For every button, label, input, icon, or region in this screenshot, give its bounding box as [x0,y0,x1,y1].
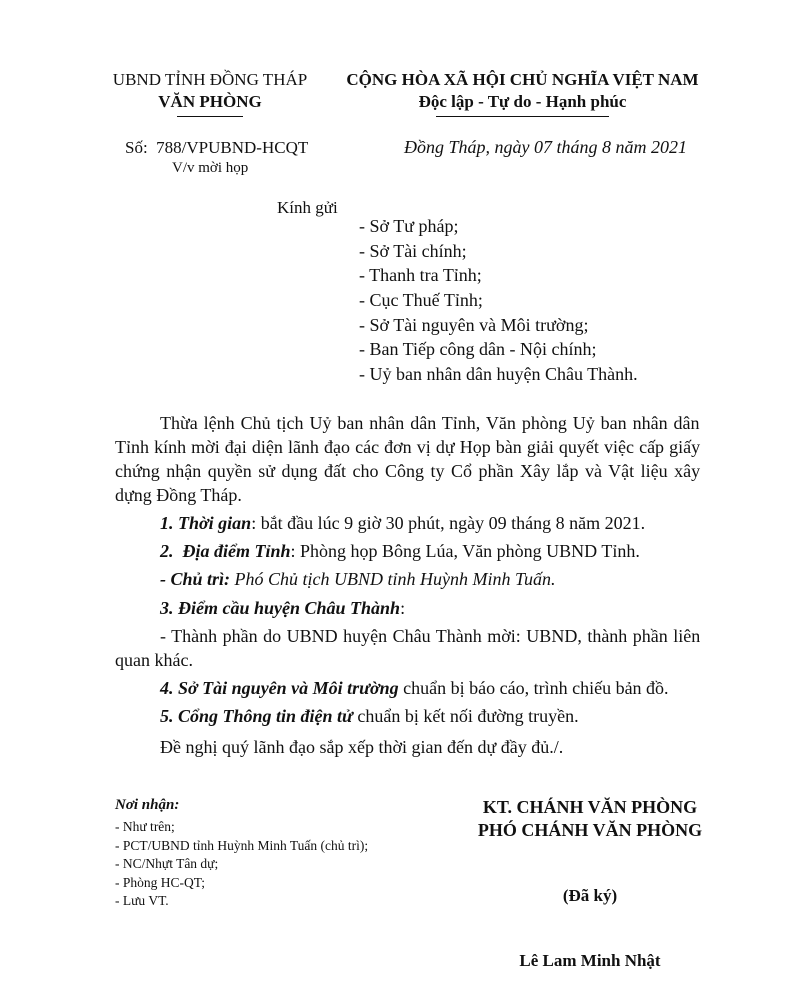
item-portal-text: chuẩn bị kết nối đường truyền. [352,706,579,726]
item-time-label: 1. Thời gian [160,513,252,533]
signed-mark: (Đã ký) [562,886,618,905]
recipients-footer-item: - Lưu VT. [115,893,169,908]
item-bridge-colon: : [400,598,406,618]
item-bridge-line: quan khác. [115,650,193,670]
signature-title-2: PHÓ CHÁNH VĂN PHÒNG [477,820,703,840]
closing-line: Đề nghị quý lãnh đạo sắp xếp thời gian đến dự đầy đủ./. [160,737,564,757]
recipient-item: - Sở Tài nguyên và Môi trường; [359,314,589,335]
recipient-item: - Sở Tư pháp; [359,216,459,236]
recipients-footer-item: - PCT/UBND tỉnh Huỳnh Minh Tuấn (chủ trì); [115,837,369,853]
recipients-footer-item: - Phòng HC-QT; [115,874,206,890]
item-resources [160,676,669,700]
item-resources-label: 4. Sở Tài nguyên và Môi trường [160,678,399,698]
recipient-item: - Sở Tài chính; [359,240,467,261]
office-name: VĂN PHÒNG [158,92,262,111]
item-portal [160,704,579,728]
motto: Độc lập - Tự do - Hạnh phúc [418,92,627,111]
item-bridge-line: - Thành phần do UBND huyện Châu Thành mời: UBND, thành phần liên [160,626,701,646]
item-location-label: 2. Địa điểm Tỉnh [160,541,291,561]
salutation: Kính gửi [277,198,338,217]
intro-line: dựng Đồng Tháp. [115,485,242,505]
recipient-list [359,214,638,387]
agency-name: UBND TỈNH ĐỒNG THÁP [112,70,308,89]
recipient-item: - Cục Thuế Tỉnh; [359,290,483,311]
intro-line: chứng nhận quyền sử dụng đất cho Công ty Cổ phần Xây lắp và Vật liệu xây [115,461,701,481]
recipient-item: - Ban Tiếp công dân - Nội chính; [359,339,597,360]
recipients-footer-item: - NC/Nhựt Tân dự; [115,856,219,871]
recipients-footer-item: - Như trên; [115,819,175,834]
item-resources-text: chuẩn bị báo cáo, trình chiếu bản đồ. [398,678,669,698]
item-time-text: : bắt đầu lúc 9 giờ 30 phút, ngày 09 tháng 8 năm 2021. [251,513,646,533]
item-bridge-label: 3. Điểm cầu huyện Châu Thành [160,598,401,618]
item-portal-label: 5. Cổng Thông tin điện tử [160,706,353,726]
intro-line: Tỉnh kính mời đại diện lãnh đạo các đơn vị dự Họp bàn giải quyết việc cấp giấy [115,437,701,457]
item-bridge-point [160,596,405,620]
item-time [160,511,645,535]
recipients-footer-label: Nơi nhận: [115,797,180,813]
place-date: Đồng Tháp, ngày 07 tháng 8 năm 2021 [404,137,687,157]
item-chair [160,567,556,591]
recipients-footer-list [115,818,368,911]
right-header-rule [436,116,609,117]
recipient-item: - Uỷ ban nhân dân huyện Châu Thành. [359,364,638,385]
intro-line: Thừa lệnh Chủ tịch Uỷ ban nhân dân Tỉnh, Văn phòng Uỷ ban nhân dân [160,413,700,433]
item-chair-text: Phó Chủ tịch UBND tỉnh Huỳnh Minh Tuấn. [230,569,556,589]
item-location-text: : Phòng họp Bông Lúa, Văn phòng UBND Tỉnh. [290,541,640,561]
recipient-item: - Thanh tra Tỉnh; [359,265,482,286]
document-subject: V/v mời họp [172,160,249,176]
signature-title-1: KT. CHÁNH VĂN PHÒNG [482,797,698,817]
republic-title: CỘNG HÒA XÃ HỘI CHỦ NGHĨA VIỆT NAM [346,70,699,89]
item-location [160,539,640,563]
item-chair-label: - Chủ trì: [160,569,231,589]
document-number: Số: 788/VPUBND-HCQT [125,138,309,157]
signer-name: Lê Lam Minh Nhật [519,951,661,970]
left-header-rule [177,116,243,117]
